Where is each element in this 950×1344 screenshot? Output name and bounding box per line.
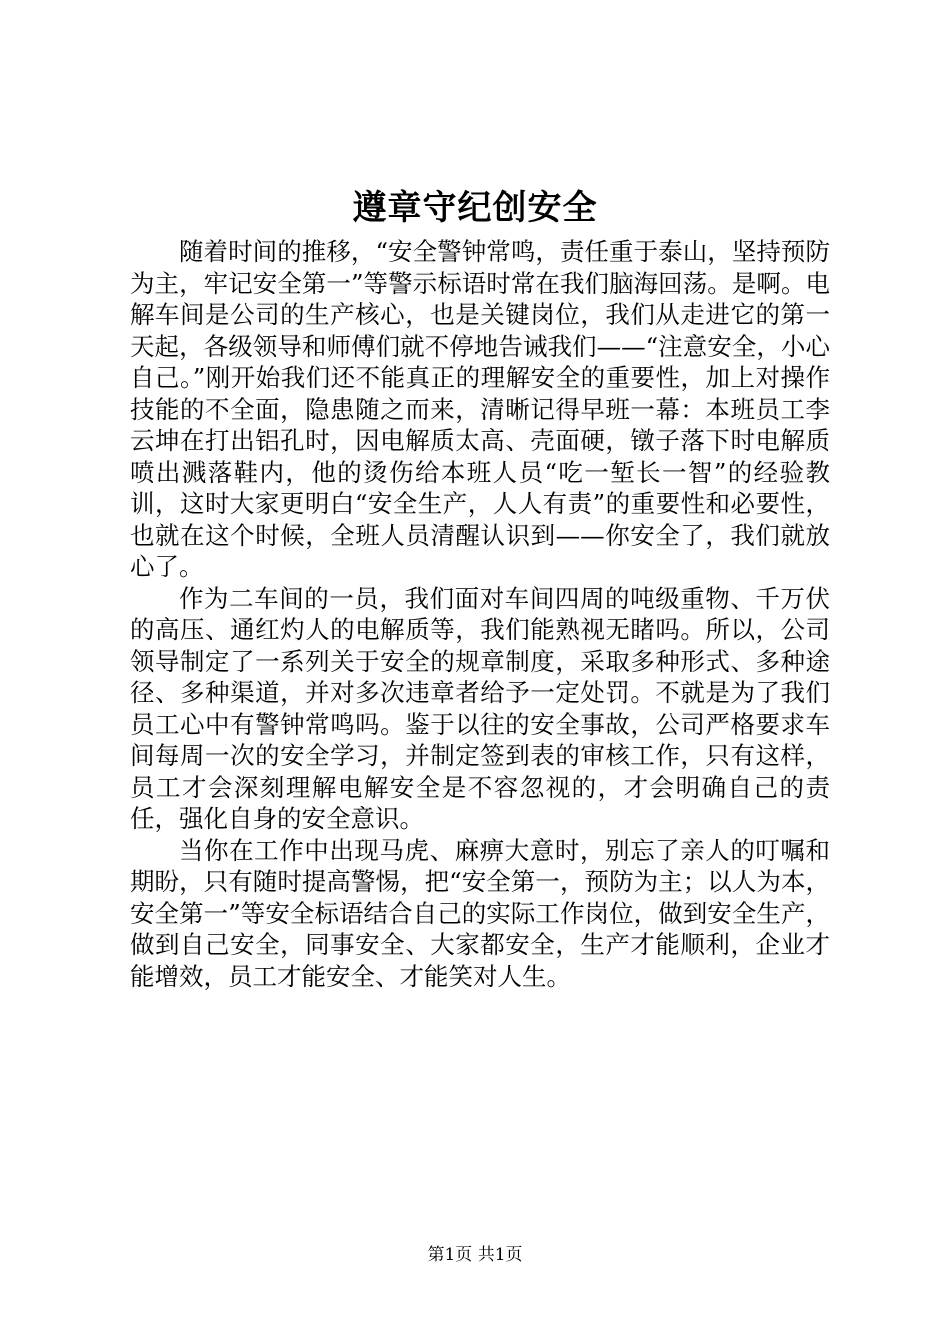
paragraph-1: 随着时间的推移，“安全警钟常鸣，责任重于泰山，坚持预防为主，牢记安全第一”等警示标语时常在我们脑海回荡。是啊。电解车间是公司的生产核心，也是关键岗位，我们从走进它的第一天起，各级领导和师傅们就不停地告诫我们——“注意安全，小心自己。”刚开始我们还不能真正的理解安全的重要性，加上对操作技能的不全面，隐患随之而来，清晰记得早班一幕：本班员工李云坤在打出铝孔时，因电解质太高、壳面硬，镦子落下时电解质喷出溅落鞋内，他的烫伤给本班人员“吃一堑长一智”的经验教训，这时大家更明白“安全生产，人人有责”的重要性和必要性，也就在这个时候，全班人员清醒认识到——你安全了，我们就放心了。 xyxy=(130,237,830,581)
document-title: 遵章守纪创安全 xyxy=(352,188,598,228)
document-body xyxy=(130,236,830,992)
paragraph-3: 当你在工作中出现马虎、麻痹大意时，别忘了亲人的叮嘱和期盼，只有随时提高警惕，把“安全第一，预防为主；以人为本，安全第一”等安全标语结合自己的实际工作岗位，做到安全生产，做到自己安全，同事安全、大家都安全，生产才能顺利，企业才能增效，员工才能安全、才能笑对人生。 xyxy=(130,835,830,991)
paragraph-2: 作为二车间的一员，我们面对车间四周的吨级重物、千万伏的高压、通红灼人的电解质等，我们能熟视无睹吗。所以，公司领导制定了一系列关于安全的规章制度，采取多种形式、多种途径、多种渠道，并对多次违章者给予一定处罚。不就是为了我们员工心中有警钟常鸣吗。鉴于以往的安全事故，公司严格要求车间每周一次的安全学习，并制定签到表的审核工作，只有这样，员工才会深刻理解电解安全是不容忽视的，才会明确自己的责任，强化自身的安全意识。 xyxy=(130,583,830,833)
page-footer: 第1页 共1页 xyxy=(427,1245,523,1265)
